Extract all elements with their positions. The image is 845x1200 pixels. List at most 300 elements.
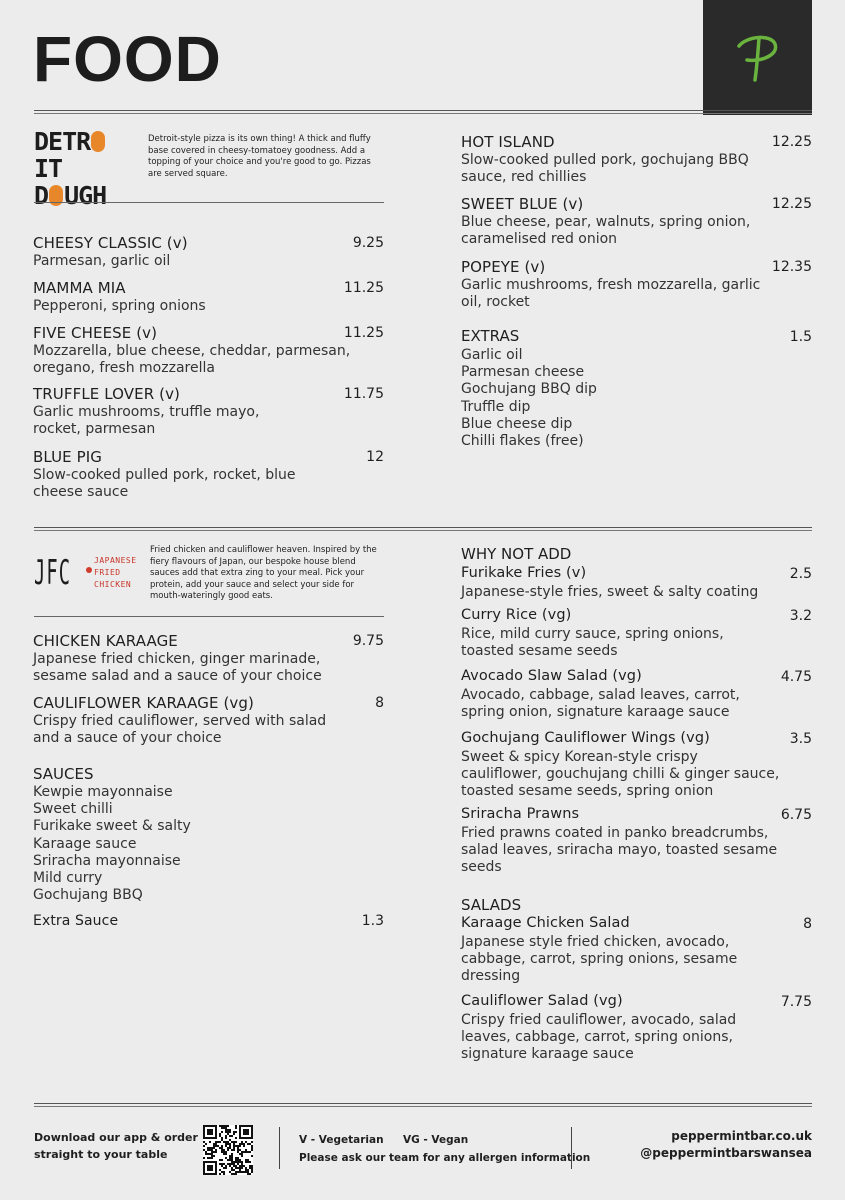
menu-item-price: 3.2 xyxy=(789,608,812,624)
list-item: Gochujang BBQ dip xyxy=(461,381,597,398)
menu-item-price: 12.35 xyxy=(771,259,812,275)
app-promo-line2: straight to your table xyxy=(34,1148,168,1161)
menu-item-desc: Avocado, cabbage, salad leaves, carrot, spring onion, signature karaage sauce xyxy=(461,687,740,720)
qr-module xyxy=(251,1141,253,1143)
qr-module xyxy=(211,1151,213,1153)
qr-module xyxy=(227,1143,229,1145)
footer-divider xyxy=(34,1103,812,1107)
qr-module xyxy=(251,1169,253,1171)
salads-title: SALADS xyxy=(461,896,522,914)
qr-module xyxy=(233,1161,235,1163)
jfc-blurb: Fried chicken and cauliflower heaven. Inspired by the fiery flavours of Japan, our bespoke house blend sauces add that extra zing to your meal. Pick your protein, add your sauce and select your side for mouth-wateringly good eats. xyxy=(150,545,377,601)
qr-module xyxy=(203,1141,205,1143)
legend-vegan: VG - Vegan xyxy=(403,1134,469,1146)
menu-item-price: 9.75 xyxy=(352,633,384,649)
qr-module xyxy=(243,1143,245,1145)
menu-item-price: 9.25 xyxy=(352,235,384,251)
qr-module xyxy=(243,1171,245,1173)
menu-item-desc: Rice, mild curry sauce, spring onions, toasted sesame seeds xyxy=(461,626,724,659)
qr-module xyxy=(233,1145,235,1147)
qr-module xyxy=(207,1129,213,1135)
qr-module xyxy=(237,1147,239,1149)
qr-module xyxy=(247,1159,249,1161)
qr-module xyxy=(251,1147,253,1149)
qr-module xyxy=(237,1157,239,1159)
qr-module xyxy=(227,1125,229,1127)
extras-title: EXTRAS xyxy=(461,327,520,345)
qr-module xyxy=(237,1163,239,1165)
qr-module xyxy=(247,1169,249,1171)
menu-item-name: MAMMA MIA xyxy=(33,279,126,297)
qr-module xyxy=(225,1165,227,1167)
list-item: Kewpie mayonnaise xyxy=(33,784,173,800)
list-item: Karaage sauce xyxy=(33,835,137,852)
menu-item-desc: Fried prawns coated in panko breadcrumbs, salad leaves, sriracha mayo, toasted sesame seeds xyxy=(461,825,778,875)
menu-item-desc: Mozzarella, blue cheese, cheddar, parmesan, oregano, fresh mozzarella xyxy=(33,343,351,376)
qr-module xyxy=(241,1165,243,1167)
qr-module xyxy=(229,1171,231,1173)
qr-module xyxy=(229,1143,231,1145)
menu-item-desc: Japanese fried chicken, ginger marinade, sesame salad and a sauce of your choice xyxy=(33,651,322,684)
menu-item-desc: Parmesan, garlic oil xyxy=(33,253,171,269)
qr-module xyxy=(207,1153,209,1155)
extra-sauce-price: 1.3 xyxy=(361,913,384,929)
qr-module xyxy=(247,1161,249,1163)
menu-item-desc: Slow-cooked pulled pork, gochujang BBQ sauce, red chillies xyxy=(461,152,749,185)
qr-module xyxy=(219,1173,221,1175)
qr-module xyxy=(207,1165,213,1171)
menu-item-name: Furikake Fries (v) xyxy=(461,565,587,581)
qr-module xyxy=(229,1159,231,1161)
list-item: Mild curry xyxy=(33,870,103,887)
qr-module xyxy=(221,1137,223,1139)
qr-module xyxy=(231,1135,233,1137)
qr-module xyxy=(221,1147,223,1149)
qr-module xyxy=(209,1149,211,1151)
qr-module xyxy=(219,1125,221,1127)
qr-module xyxy=(211,1155,213,1157)
sauces-title: SAUCES xyxy=(33,765,94,783)
qr-module xyxy=(239,1159,241,1161)
menu-item-name: CAULIFLOWER KARAAGE (vg) xyxy=(33,694,254,712)
qr-module xyxy=(241,1143,243,1145)
qr-module xyxy=(249,1165,251,1167)
qr-module xyxy=(237,1145,239,1147)
menu-item-price: 2.5 xyxy=(789,566,812,582)
allergen-note: Please ask our team for any allergen information xyxy=(299,1152,591,1164)
qr-module xyxy=(221,1151,223,1153)
menu-item-name: SWEET BLUE (v) xyxy=(461,195,584,213)
qr-module xyxy=(225,1167,227,1169)
qr-code-icon[interactable] xyxy=(203,1125,253,1175)
qr-module xyxy=(241,1151,243,1153)
qr-code-graphic xyxy=(203,1125,253,1175)
qr-module xyxy=(223,1141,225,1143)
qr-module xyxy=(231,1155,233,1157)
qr-module xyxy=(237,1167,239,1169)
qr-module xyxy=(223,1149,225,1151)
qr-module xyxy=(211,1147,213,1149)
qr-module xyxy=(213,1147,215,1149)
qr-module xyxy=(235,1161,237,1163)
qr-module xyxy=(219,1159,221,1161)
qr-module xyxy=(229,1139,231,1141)
jfc-logo-sub3: CHICKEN xyxy=(94,580,132,589)
qr-module xyxy=(219,1169,221,1171)
qr-module xyxy=(229,1129,231,1131)
menu-item-price: 11.75 xyxy=(343,386,384,402)
menu-item-price: 8 xyxy=(803,916,812,932)
qr-module xyxy=(233,1133,235,1135)
qr-module xyxy=(241,1163,243,1165)
qr-module xyxy=(225,1127,227,1129)
qr-module xyxy=(241,1167,243,1169)
menu-item-name: CHICKEN KARAAGE xyxy=(33,632,178,650)
qr-module xyxy=(203,1149,205,1151)
jfc-logo-sub1: JAPANESE xyxy=(94,556,137,565)
qr-module xyxy=(217,1141,219,1143)
qr-module xyxy=(233,1143,235,1145)
menu-item-name: POPEYE (v) xyxy=(461,258,546,276)
qr-module xyxy=(223,1171,225,1173)
qr-module xyxy=(221,1163,223,1165)
qr-module xyxy=(211,1153,213,1155)
qr-module xyxy=(219,1141,221,1143)
qr-module xyxy=(203,1145,205,1147)
logo-line-dough: D UGH xyxy=(34,181,107,210)
list-item: Gochujang BBQ xyxy=(33,887,143,904)
qr-module xyxy=(249,1173,251,1175)
jfc-logo-sub2: FRIED xyxy=(94,568,121,577)
list-item: Truffle dip xyxy=(461,398,531,415)
qr-module xyxy=(231,1167,233,1169)
qr-module xyxy=(239,1143,241,1145)
qr-module xyxy=(223,1125,225,1127)
qr-module xyxy=(227,1163,229,1165)
menu-item-price: 11.25 xyxy=(343,325,384,341)
qr-module xyxy=(247,1171,249,1173)
qr-module xyxy=(233,1165,235,1167)
qr-module xyxy=(219,1135,221,1137)
qr-module xyxy=(251,1167,253,1169)
qr-module xyxy=(215,1141,217,1143)
qr-module xyxy=(225,1145,227,1147)
extra-sauce-label: Extra Sauce xyxy=(33,913,119,929)
peppermint-logo-icon xyxy=(703,0,812,115)
qr-module xyxy=(251,1165,253,1167)
qr-module xyxy=(221,1131,223,1133)
qr-module xyxy=(233,1149,235,1151)
qr-module xyxy=(213,1145,215,1147)
qr-module xyxy=(225,1151,227,1153)
qr-module xyxy=(237,1171,239,1173)
qr-module xyxy=(233,1173,235,1175)
qr-module xyxy=(237,1151,239,1153)
qr-module xyxy=(225,1143,227,1145)
qr-module xyxy=(213,1151,215,1153)
qr-module xyxy=(227,1129,229,1131)
list-item: Parmesan cheese xyxy=(461,364,585,381)
menu-item-desc: Slow-cooked pulled pork, rocket, blue cheese sauce xyxy=(33,467,296,500)
qr-module xyxy=(235,1137,237,1139)
menu-item-price: 12.25 xyxy=(771,134,812,150)
qr-module xyxy=(211,1157,213,1159)
qr-module xyxy=(229,1157,231,1159)
list-item: Sweet chilli xyxy=(33,801,113,818)
qr-module xyxy=(229,1131,231,1133)
menu-item-desc: Garlic mushrooms, fresh mozzarella, garlic oil, rocket xyxy=(461,277,761,310)
qr-module xyxy=(241,1141,243,1143)
menu-item-price: 7.75 xyxy=(780,994,812,1010)
qr-module xyxy=(209,1141,211,1143)
qr-module xyxy=(235,1171,237,1173)
qr-module xyxy=(225,1129,227,1131)
qr-module xyxy=(231,1159,233,1161)
detroit-blurb: Detroit-style pizza is its own thing! A thick and fluffy base covered in cheesy-tomatoey goodness. Add a topping of your choice and you're good to go. Pizzas are served square. xyxy=(148,134,371,179)
qr-module xyxy=(247,1151,249,1153)
qr-module xyxy=(221,1159,223,1161)
list-item: Blue cheese dip xyxy=(461,415,573,432)
qr-module xyxy=(247,1173,249,1175)
qr-module xyxy=(223,1167,225,1169)
qr-module xyxy=(227,1159,229,1161)
qr-module xyxy=(209,1147,211,1149)
sauces-list xyxy=(33,784,191,904)
list-item: Chilli flakes (free) xyxy=(461,433,584,450)
qr-module xyxy=(235,1145,237,1147)
qr-module xyxy=(223,1153,225,1155)
qr-module xyxy=(227,1133,229,1135)
qr-module xyxy=(245,1169,247,1171)
jfc-logo-main: JFC xyxy=(34,553,72,593)
qr-module xyxy=(235,1159,237,1161)
brand-logo[interactable] xyxy=(703,0,812,115)
qr-module xyxy=(233,1163,235,1165)
qr-module xyxy=(229,1163,231,1165)
qr-module xyxy=(223,1163,225,1165)
qr-module xyxy=(229,1155,231,1157)
qr-module xyxy=(225,1125,227,1127)
menu-item-price: 12.25 xyxy=(771,196,812,212)
qr-module xyxy=(249,1167,251,1169)
qr-module xyxy=(227,1131,229,1133)
qr-module xyxy=(219,1163,221,1165)
qr-module xyxy=(239,1165,241,1167)
qr-module xyxy=(239,1153,241,1155)
jfc-divider xyxy=(34,616,384,617)
qr-module xyxy=(245,1171,247,1173)
qr-module xyxy=(237,1161,239,1163)
detroit-dough-logo xyxy=(34,127,134,210)
menu-item-price: 3.5 xyxy=(789,731,812,747)
footer-separator-1 xyxy=(279,1127,280,1169)
qr-module xyxy=(205,1143,207,1145)
jfc-logo-dot-icon xyxy=(86,567,92,573)
qr-module xyxy=(205,1151,207,1153)
qr-module xyxy=(233,1169,235,1171)
jfc-logo xyxy=(34,553,137,595)
extras-list xyxy=(461,347,597,450)
qr-module xyxy=(221,1145,223,1147)
qr-module xyxy=(225,1157,227,1159)
menu-item-price: 11.25 xyxy=(343,280,384,296)
qr-module xyxy=(231,1153,233,1155)
qr-module xyxy=(249,1151,251,1153)
qr-module xyxy=(215,1143,217,1145)
menu-item-name: FIVE CHEESE (v) xyxy=(33,324,158,342)
qr-module xyxy=(221,1125,223,1127)
menu-item-price: 6.75 xyxy=(780,807,812,823)
qr-module xyxy=(243,1151,245,1153)
qr-module xyxy=(251,1145,253,1147)
menu-item-desc: Pepperoni, spring onions xyxy=(33,298,206,314)
qr-module xyxy=(231,1141,233,1143)
qr-module xyxy=(231,1157,233,1159)
qr-module xyxy=(245,1141,247,1143)
qr-module xyxy=(221,1165,223,1167)
menu-item-desc: Sweet & spicy Korean-style crispy cauliflower, gouchujang chilli & ginger sauce, toasted sesame seeds, spring onion xyxy=(461,749,780,799)
qr-module xyxy=(245,1161,247,1163)
social-handle[interactable]: @peppermintbarswansea xyxy=(640,1146,812,1160)
qr-module xyxy=(219,1147,221,1149)
qr-module xyxy=(231,1161,233,1163)
qr-module xyxy=(225,1153,227,1155)
menu-item-name: HOT ISLAND xyxy=(461,133,555,151)
qr-module xyxy=(239,1149,241,1151)
qr-module xyxy=(235,1167,237,1169)
qr-module xyxy=(243,1145,245,1147)
qr-module xyxy=(223,1151,225,1153)
qr-module xyxy=(221,1149,223,1151)
qr-module xyxy=(249,1161,251,1163)
qr-module xyxy=(223,1173,225,1175)
qr-module xyxy=(203,1157,205,1159)
qr-module xyxy=(215,1149,217,1151)
qr-module xyxy=(241,1155,243,1157)
menu-item-price: 12 xyxy=(366,449,384,465)
qr-module xyxy=(251,1155,253,1157)
qr-module xyxy=(239,1161,241,1163)
qr-module xyxy=(209,1157,211,1159)
menu-item-desc: Blue cheese, pear, walnuts, spring onion, caramelised red onion xyxy=(461,214,751,247)
qr-module xyxy=(235,1165,237,1167)
qr-module xyxy=(205,1153,207,1155)
qr-module xyxy=(235,1127,237,1129)
qr-module xyxy=(225,1131,227,1133)
qr-module xyxy=(243,1165,245,1167)
section-divider xyxy=(34,527,812,531)
qr-module xyxy=(251,1149,253,1151)
qr-module xyxy=(233,1141,235,1143)
qr-module xyxy=(241,1153,243,1155)
qr-module xyxy=(225,1135,227,1137)
qr-module xyxy=(209,1153,211,1155)
qr-module xyxy=(221,1171,223,1173)
qr-module xyxy=(247,1143,249,1145)
qr-module xyxy=(239,1145,241,1147)
menu-item-name: Cauliflower Salad (vg) xyxy=(461,993,623,1009)
qr-module xyxy=(235,1141,237,1143)
qr-module xyxy=(219,1133,221,1135)
qr-module xyxy=(213,1143,215,1145)
qr-module xyxy=(241,1161,243,1163)
qr-module xyxy=(221,1139,223,1141)
why-not-add-title: WHY NOT ADD xyxy=(461,545,572,563)
qr-module xyxy=(235,1173,237,1175)
page-title: FOOD xyxy=(33,23,222,95)
qr-module xyxy=(227,1147,229,1149)
qr-module xyxy=(231,1173,233,1175)
header-divider xyxy=(34,110,812,114)
qr-module xyxy=(229,1147,231,1149)
website-link[interactable]: peppermintbar.co.uk xyxy=(671,1129,812,1143)
menu-item-desc: Japanese-style fries, sweet & salty coating xyxy=(461,584,759,600)
qr-module xyxy=(207,1149,209,1151)
qr-module xyxy=(245,1151,247,1153)
detroit-divider xyxy=(34,202,384,203)
menu-item-desc: Crispy fried cauliflower, avocado, salad leaves, cabbage, carrot, spring onions, signature karaage sauce xyxy=(461,1012,737,1062)
list-item: Garlic oil xyxy=(461,347,523,363)
logo-line-detroit: DETRIT xyxy=(34,128,134,182)
qr-module xyxy=(229,1165,231,1167)
menu-item-name: Avocado Slaw Salad (vg) xyxy=(461,668,642,684)
qr-module xyxy=(221,1127,223,1129)
qr-module xyxy=(239,1171,241,1173)
qr-module xyxy=(249,1143,251,1145)
menu-item-name: TRUFFLE LOVER (v) xyxy=(33,385,180,403)
qr-module xyxy=(237,1159,239,1161)
menu-item-name: Karaage Chicken Salad xyxy=(461,915,630,931)
qr-module xyxy=(235,1131,237,1133)
qr-module xyxy=(235,1125,237,1127)
qr-module xyxy=(215,1151,217,1153)
qr-module xyxy=(245,1149,247,1151)
qr-module xyxy=(245,1159,247,1161)
extras-price: 1.5 xyxy=(789,329,812,345)
menu-item-price: 8 xyxy=(375,695,384,711)
qr-module xyxy=(217,1145,219,1147)
qr-module xyxy=(231,1163,233,1165)
menu-item-name: BLUE PIG xyxy=(33,448,103,466)
qr-module xyxy=(239,1169,241,1171)
qr-module xyxy=(233,1147,235,1149)
qr-module xyxy=(215,1145,217,1147)
app-promo-line1: Download our app & order xyxy=(34,1131,198,1144)
qr-module xyxy=(227,1149,229,1151)
menu-item-name: Gochujang Cauliflower Wings (vg) xyxy=(461,730,710,746)
menu-item-price: 4.75 xyxy=(780,669,812,685)
qr-module xyxy=(207,1157,209,1159)
qr-module xyxy=(227,1141,229,1143)
menu-item-name: CHEESY CLASSIC (v) xyxy=(33,234,188,252)
menu-item-name: Curry Rice (vg) xyxy=(461,607,572,623)
qr-module xyxy=(251,1171,253,1173)
menu-item-desc: Crispy fried cauliflower, served with salad and a sauce of your choice xyxy=(33,713,327,746)
qr-module xyxy=(239,1167,241,1169)
footer-separator-2 xyxy=(571,1127,572,1169)
list-item: Furikake sweet & salty xyxy=(33,818,191,835)
qr-module xyxy=(237,1149,239,1151)
list-item: Sriracha mayonnaise xyxy=(33,852,181,869)
qr-module xyxy=(243,1129,249,1135)
menu-item-name: Sriracha Prawns xyxy=(461,806,580,822)
menu-item-desc: Japanese style fried chicken, avocado, cabbage, carrot, spring onions, sesame dressing xyxy=(461,934,738,984)
qr-module xyxy=(235,1157,237,1159)
qr-module xyxy=(225,1137,227,1139)
qr-module xyxy=(211,1149,213,1151)
legend-vegetarian: V - Vegetarian xyxy=(299,1134,384,1146)
qr-module xyxy=(225,1141,227,1143)
